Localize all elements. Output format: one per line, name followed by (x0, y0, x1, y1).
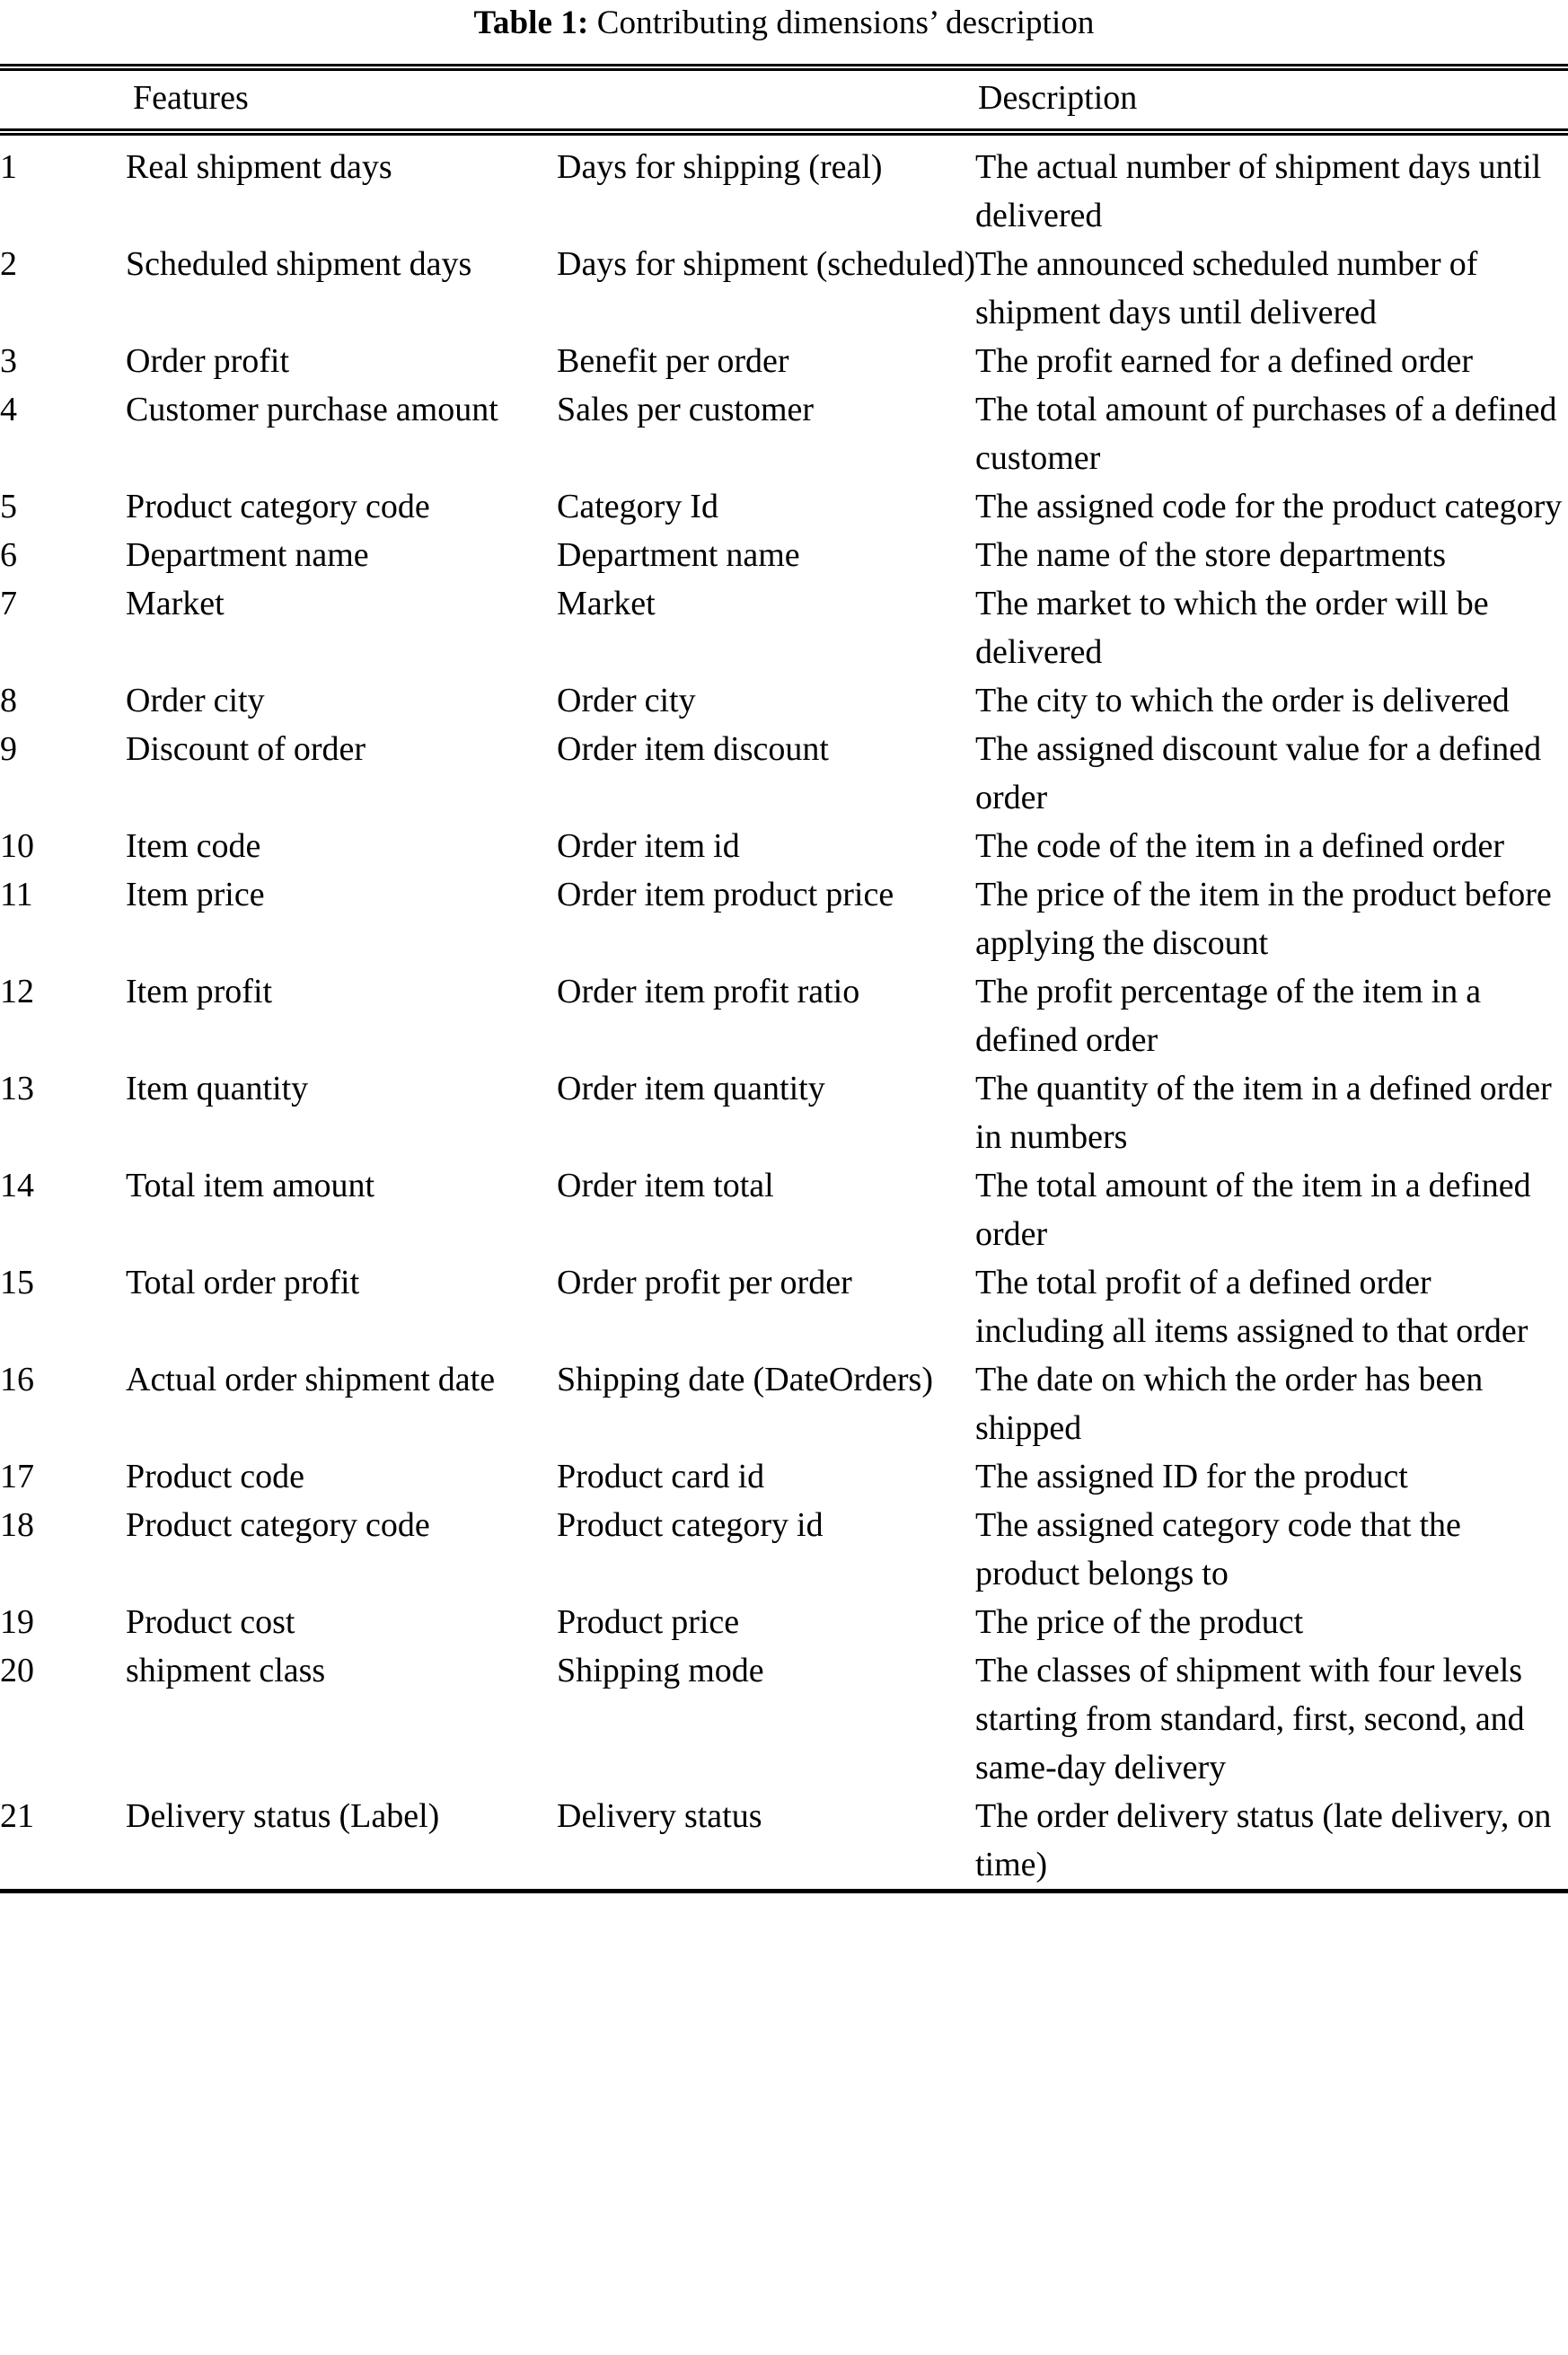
table-caption (0, 0, 1568, 45)
cell-index: 17 (0, 1458, 34, 1495)
cell-feature: Product category code (126, 488, 430, 525)
cell-index: 13 (0, 1070, 34, 1107)
cell-feature: Customer purchase amount (126, 391, 498, 428)
cell-index: 21 (0, 1797, 34, 1835)
cell-feature: Item price (126, 876, 265, 913)
cell-dimension: Product card id (557, 1458, 765, 1495)
cell-description: The assigned discount value for a defined order (975, 730, 1542, 816)
cell-feature: Market (126, 585, 225, 622)
cell-description: The classes of shipment with four levels starting from standard, first, second, and same-day delivery (975, 1652, 1525, 1786)
cell-dimension: Order item total (557, 1167, 774, 1204)
table-row (0, 240, 1568, 337)
cell-index: 6 (0, 536, 17, 574)
table-header-rule (0, 128, 1568, 136)
cell-feature: Item code (126, 827, 261, 865)
cell-dimension: Shipping date (DateOrders) (557, 1361, 933, 1398)
table-header-row (0, 71, 1568, 128)
cell-index: 5 (0, 488, 17, 525)
cell-description: The code of the item in a defined order (975, 827, 1504, 865)
table-row (0, 579, 1568, 676)
cell-feature: Product cost (126, 1603, 295, 1641)
cell-index: 18 (0, 1506, 34, 1544)
table-row (0, 676, 1568, 725)
cell-index: 16 (0, 1361, 34, 1398)
cell-description: The assigned category code that the product belongs to (975, 1506, 1461, 1592)
table-row (0, 822, 1568, 870)
table-caption-text: Contributing dimensions’ description (596, 4, 1095, 41)
cell-index: 2 (0, 245, 17, 283)
cell-feature: Actual order shipment date (126, 1361, 496, 1398)
cell-description: The assigned ID for the product (975, 1458, 1408, 1495)
cell-index: 8 (0, 682, 17, 719)
table-row (0, 1792, 1568, 1889)
cell-dimension: Order city (557, 682, 696, 719)
cell-feature: Discount of order (126, 730, 366, 768)
cell-feature: Order city (126, 682, 265, 719)
cell-feature: Item quantity (126, 1070, 309, 1107)
cell-feature: shipment class (126, 1652, 326, 1689)
cell-dimension: Category Id (557, 488, 718, 525)
cell-feature: Product category code (126, 1506, 430, 1544)
column-header-description: Description (978, 79, 1138, 117)
cell-description: The actual number of shipment days until delivered (975, 148, 1542, 234)
table-row (0, 1452, 1568, 1501)
table-row (0, 143, 1568, 240)
table-row (0, 1258, 1568, 1355)
cell-feature: Total item amount (126, 1167, 375, 1204)
table-row (0, 1646, 1568, 1792)
cell-description: The order delivery status (late delivery, on time) (975, 1797, 1552, 1883)
cell-description: The profit percentage of the item in a defined order (975, 973, 1482, 1059)
cell-description: The date on which the order has been shipped (975, 1361, 1484, 1447)
cell-index: 7 (0, 585, 17, 622)
table-row (0, 337, 1568, 385)
cell-index: 14 (0, 1167, 34, 1204)
cell-description: The total amount of the item in a defined order (975, 1167, 1531, 1253)
table-row (0, 385, 1568, 482)
cell-description: The profit earned for a defined order (975, 342, 1474, 380)
table-row (0, 1501, 1568, 1598)
table-top-rule (0, 64, 1568, 71)
cell-description: The total profit of a defined order including all items assigned to that order (975, 1264, 1528, 1350)
table-row (0, 1598, 1568, 1646)
dimensions-table (0, 143, 1568, 1889)
cell-description: The price of the item in the product before applying the discount (975, 876, 1552, 962)
cell-feature: Order profit (126, 342, 290, 380)
cell-index: 20 (0, 1652, 34, 1689)
cell-feature: Product code (126, 1458, 304, 1495)
table-row (0, 725, 1568, 822)
cell-description: The assigned code for the product category (975, 488, 1563, 525)
table-bottom-rule (0, 1889, 1568, 1893)
cell-description: The price of the product (975, 1603, 1304, 1641)
table-row (0, 531, 1568, 579)
body-spacer (0, 136, 1568, 143)
cell-dimension: Market (557, 585, 656, 622)
cell-dimension: Days for shipment (scheduled) (557, 245, 975, 283)
column-header-features: Features (133, 79, 249, 117)
cell-description: The announced scheduled number of shipment days until delivered (975, 245, 1478, 331)
cell-dimension: Delivery status (557, 1797, 762, 1835)
cell-index: 4 (0, 391, 17, 428)
cell-dimension: Product price (557, 1603, 740, 1641)
cell-description: The name of the store departments (975, 536, 1447, 574)
cell-dimension: Sales per customer (557, 391, 815, 428)
cell-feature: Total order profit (126, 1264, 360, 1301)
cell-dimension: Order item quantity (557, 1070, 825, 1107)
cell-description: The market to which the order will be delivered (975, 585, 1489, 671)
cell-dimension: Order item discount (557, 730, 829, 768)
cell-description: The quantity of the item in a defined order in numbers (975, 1070, 1552, 1156)
table-body (0, 143, 1568, 1889)
cell-dimension: Days for shipping (real) (557, 148, 883, 186)
cell-dimension: Order item profit ratio (557, 973, 860, 1010)
cell-feature: Item profit (126, 973, 273, 1010)
cell-index: 1 (0, 148, 17, 186)
cell-index: 12 (0, 973, 34, 1010)
cell-dimension: Product category id (557, 1506, 824, 1544)
cell-index: 9 (0, 730, 17, 768)
table-row (0, 967, 1568, 1064)
cell-feature: Real shipment days (126, 148, 392, 186)
cell-index: 11 (0, 876, 33, 913)
cell-dimension: Order item product price (557, 876, 894, 913)
cell-dimension: Order item id (557, 827, 740, 865)
table-row (0, 1064, 1568, 1161)
table-row (0, 1355, 1568, 1452)
cell-index: 10 (0, 827, 34, 865)
cell-index: 3 (0, 342, 17, 380)
cell-index: 15 (0, 1264, 34, 1301)
cell-dimension: Order profit per order (557, 1264, 852, 1301)
cell-dimension: Department name (557, 536, 800, 574)
cell-feature: Department name (126, 536, 369, 574)
cell-description: The city to which the order is delivered (975, 682, 1510, 719)
table-caption-label: Table 1: (473, 4, 589, 41)
cell-description: The total amount of purchases of a defined customer (975, 391, 1557, 477)
cell-dimension: Benefit per order (557, 342, 789, 380)
table-row (0, 870, 1568, 967)
table-row (0, 482, 1568, 531)
cell-feature: Delivery status (Label) (126, 1797, 440, 1835)
cell-dimension: Shipping mode (557, 1652, 764, 1689)
cell-feature: Scheduled shipment days (126, 245, 472, 283)
table-row (0, 1161, 1568, 1258)
cell-index: 19 (0, 1603, 34, 1641)
